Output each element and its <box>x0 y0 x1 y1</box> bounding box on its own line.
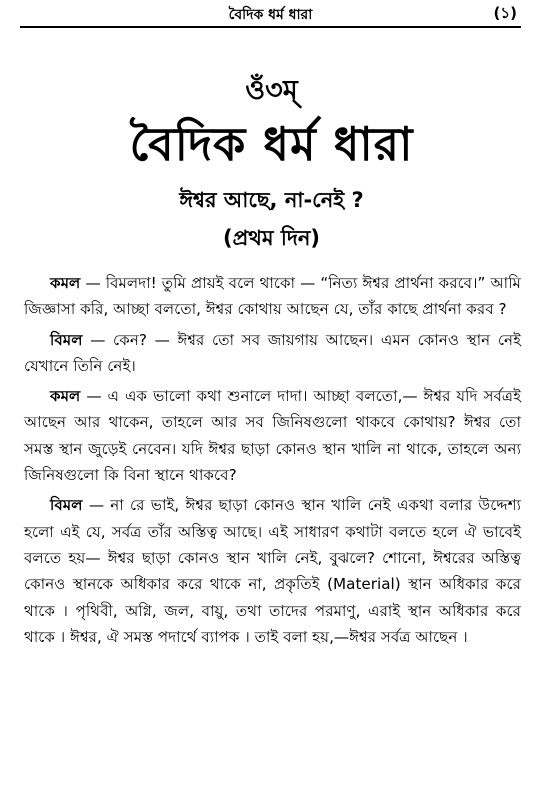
dialogue-paragraph <box>24 327 521 380</box>
dialogue-body <box>24 270 521 654</box>
om-invocation: ওঁ৩ম্ <box>245 75 298 106</box>
header-title: বৈদিক ধর্ম ধারা <box>228 7 313 23</box>
chapter-day: (প্রথম দিন) <box>222 226 321 250</box>
speaker-name: বিমল <box>50 496 83 515</box>
speaker-name: কমল <box>50 387 81 406</box>
dialogue-text: — না রে ভাই, ঈশ্বর ছাড়া কোনও স্থান খালি নেই একথা বলার উদ্দেশ্য হলো এই যে, সর্বত্র তাঁর অস্তিত্ব আছে। এই সাধারণ কথাটা বলতে হলে ঐ ভাবেই বলতে হয়— ঈশ্বর ছাড়া কোনও স্থান খালি নেই, বুঝলে? শোনো, ঈশ্বরের অস্তিত্ব কোনও স্থানকে অধিকার করে থাকে না, প্রকৃতিই (Material) স্থান অধিকার করে থাকে । পৃথিবী, অগ্নি, জল, বায়ু, তথা তাদের পরমাণু, এরাই স্থান অধিকার করে থাকে । ঈশ্বর, ঐ সমস্ত পদার্থে ব্যাপক । তাই বলা হয়,—ঈশ্বর সর্বত্র আছেন । <box>24 496 521 646</box>
speaker-name: বিমল <box>50 330 83 349</box>
chapter-subtitle: ঈশ্বর আছে, না-নেই ? <box>179 188 364 212</box>
running-header <box>20 0 521 28</box>
page-title: বৈদিক ধর্ম ধারা <box>129 117 414 171</box>
dialogue-paragraph <box>24 492 521 650</box>
speaker-name: কমল <box>50 274 81 292</box>
dialogue-text: — কেন? — ঈশ্বর তো সব জায়গায় আছেন। এমন কোনও স্থান নেই যেখানে তিনি নেই। <box>24 330 521 375</box>
dialogue-paragraph <box>24 270 521 323</box>
dialogue-paragraph <box>24 383 521 488</box>
page-number: (১) <box>493 4 517 22</box>
dialogue-text: — এ এক ভালো কথা শুনালে দাদা। আচ্ছা বলতো,— ঈশ্বর যদি সর্বত্রই আছেন আর থাকেন, তাহলে আর সব জিনিষগুলো থাকবে কোথায়? ঈশ্বর তো সমস্ত স্থান জুড়েই নেবেন। যদি ঈশ্বর ছাড়া কোনও স্থান খালি না থাকে, তাহলে অন্য জিনিষগুলো কি বিনা স্থানে থাকবে? <box>24 387 521 485</box>
dialogue-text: — বিমলদা! তুমি প্রায়ই বলে থাকো — “নিত্য ঈশ্বর প্রার্থনা করবে।” আমি জিজ্ঞাসা করি, আচ্ছা বলতো, ঈশ্বর কোথায় আছেন যে, তাঁর কাছে প্রার্থনা করব ? <box>24 274 521 319</box>
